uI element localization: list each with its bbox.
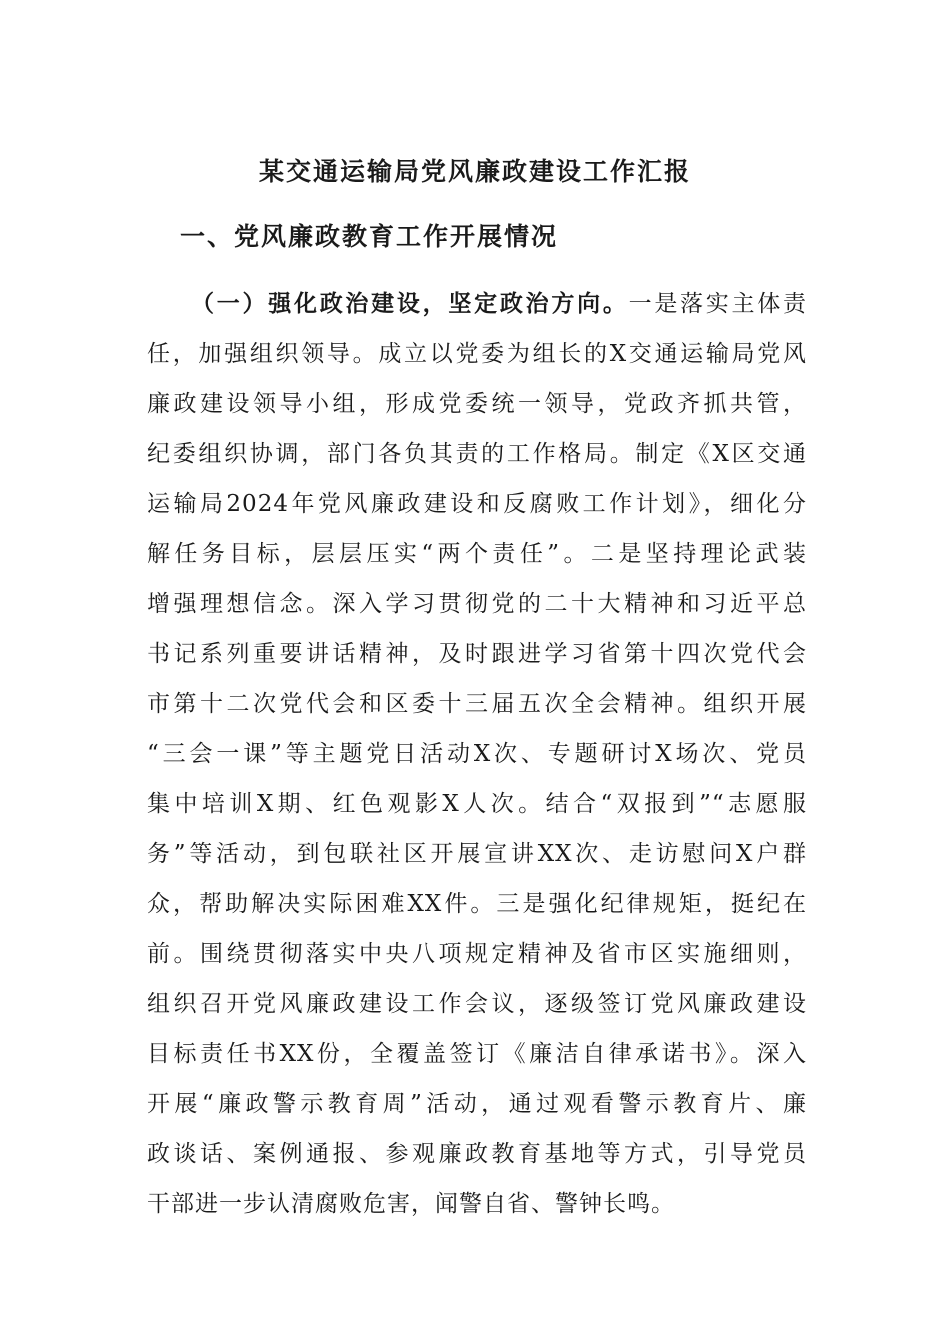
paragraph-line-text: 一是落实主体责 — [628, 291, 808, 317]
paragraph-line: 前。围绕贯彻落实中央八项规定精神及省市区实施细则， — [147, 941, 807, 967]
paragraph-line: 任，加强组织领导。成立以党委为组长的X交通运输局党风 — [147, 341, 807, 367]
paragraph-line: 市第十二次党代会和区委十三届五次全会精神。组织开展 — [147, 691, 807, 717]
paragraph-line: 众，帮助解决实际困难XX件。三是强化纪律规矩，挺纪在 — [147, 891, 807, 917]
paragraph-line: 务”等活动，到包联社区开展宣讲XX次、走访慰问X户群 — [147, 841, 807, 867]
section-heading: 一、党风廉政教育工作开展情况 — [180, 222, 559, 251]
paragraph-line: 增强理想信念。深入学习贯彻党的二十大精神和习近平总 — [147, 591, 807, 617]
paragraph-line: 纪委组织协调，部门各负其责的工作格局。制定《X区交通 — [147, 441, 807, 467]
paragraph-line: 组织召开党风廉政建设工作会议，逐级签订党风廉政建设 — [147, 991, 807, 1017]
paragraph-line: 开展“廉政警示教育周”活动，通过观看警示教育片、廉 — [147, 1091, 807, 1117]
paragraph-line: 书记系列重要讲话精神，及时跟进学习省第十四次党代会 — [147, 641, 807, 667]
paragraph-line — [147, 279, 807, 329]
paragraph-line: 政谈话、案例通报、参观廉政教育基地等方式，引导党员 — [147, 1141, 807, 1167]
paragraph-lead: （一）强化政治建设，坚定政治方向。 — [191, 290, 629, 317]
paragraph-line: “三会一课”等主题党日活动X次、专题研讨X场次、党员 — [147, 741, 807, 767]
body-paragraph — [147, 279, 807, 1229]
paragraph-line: 集中培训X期、红色观影X人次。结合“双报到”“志愿服 — [147, 791, 807, 817]
paragraph-line: 目标责任书XX份，全覆盖签订《廉洁自律承诺书》。深入 — [147, 1041, 807, 1067]
paragraph-line: 干部进一步认清腐败危害，闻警自省、警钟长鸣。 — [147, 1191, 675, 1217]
document-title: 某交通运输局党风廉政建设工作汇报 — [258, 157, 691, 186]
paragraph-line: 解任务目标，层层压实“两个责任”。二是坚持理论武装 — [147, 541, 807, 567]
paragraph-line: 廉政建设领导小组，形成党委统一领导，党政齐抓共管， — [147, 391, 807, 417]
paragraph-line: 运输局2024年党风廉政建设和反腐败工作计划》，细化分 — [147, 491, 807, 517]
